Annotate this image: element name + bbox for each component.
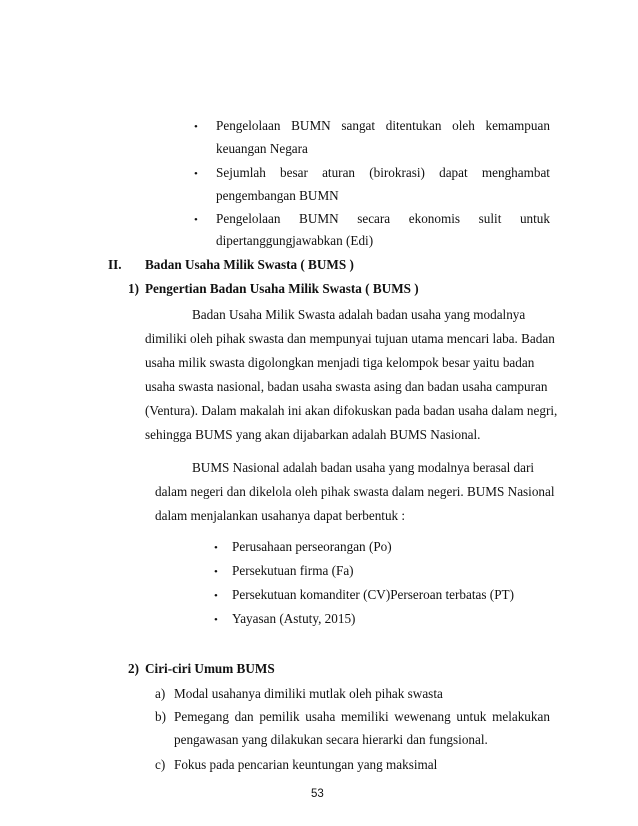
characteristic-text-line-1 <box>174 709 550 725</box>
word: (birokrasi) <box>369 165 425 180</box>
page-number: 53 <box>311 788 324 800</box>
bullet-icon: • <box>194 168 198 180</box>
paragraph-1-line-2: dimiliki oleh pihak swasta dan mempunyai tujuan utama mencari laba. Badan <box>145 331 555 346</box>
word: ekonomis <box>408 211 461 226</box>
bullet-3-line-2: dipertanggungjawabkan (Edi) <box>216 233 374 248</box>
word: usaha <box>305 709 336 724</box>
section-title: Badan Usaha Milik Swasta ( BUMS ) <box>145 257 354 272</box>
word: aturan <box>322 165 356 180</box>
word: sangat <box>341 118 376 133</box>
bullet-1-line-1 <box>216 118 550 134</box>
characteristic-label: c) <box>155 757 166 772</box>
word: untuk <box>519 211 550 226</box>
bullet-1-line-2: keuangan Negara <box>216 141 308 156</box>
word: Pengelolaan <box>216 211 281 226</box>
word: Sejumlah <box>216 165 266 180</box>
word: wewenang <box>394 709 451 724</box>
bullet-3-line-1 <box>216 211 550 227</box>
bullet-icon: • <box>194 214 198 226</box>
characteristic-text-line-2: pengawasan yang dilakukan secara hierarki dan fungsional. <box>174 732 488 747</box>
characteristic-label: b) <box>155 709 166 724</box>
paragraph-1-line-4: usaha swasta nasional, badan usaha swasta asing dan badan usaha campuran <box>145 379 548 394</box>
paragraph-1-line-6: sehingga BUMS yang akan dijabarkan adalah BUMS Nasional. <box>145 427 481 442</box>
bullet-icon: • <box>214 614 218 626</box>
word: Pengelolaan <box>216 118 281 133</box>
word: BUMN <box>291 118 331 133</box>
characteristic-label: a) <box>155 686 166 701</box>
bullet-icon: • <box>194 121 198 133</box>
paragraph-2-line-1: BUMS Nasional adalah badan usaha yang modalnya berasal dari <box>192 460 535 475</box>
form-item: Persekutuan komanditer (CV)Perseroan terbatas (PT) <box>232 587 514 602</box>
subsection-1-title: Pengertian Badan Usaha Milik Swasta ( BUMS ) <box>145 281 419 296</box>
subsection-2-number: 2) <box>128 661 139 676</box>
word: pemilik <box>259 709 300 724</box>
bullet-2-line-1 <box>216 165 550 181</box>
word: melakukan <box>492 709 550 724</box>
form-item: Persekutuan firma (Fa) <box>232 563 354 578</box>
word: kemampuan <box>485 118 550 133</box>
word: oleh <box>452 118 475 133</box>
word: dapat <box>439 165 468 180</box>
section-number: II. <box>108 257 122 272</box>
paragraph-1-line-1: Badan Usaha Milik Swasta adalah badan usaha yang modalnya <box>192 307 526 322</box>
paragraph-1-line-3: usaha milik swasta digolongkan menjadi tiga kelompok besar yaitu badan <box>145 355 535 370</box>
word: sulit <box>478 211 502 226</box>
form-item: Perusahaan perseorangan (Po) <box>232 539 392 554</box>
bullet-icon: • <box>214 542 218 554</box>
form-item: Yayasan (Astuty, 2015) <box>232 611 356 626</box>
word: secara <box>357 211 391 226</box>
word: untuk <box>456 709 487 724</box>
paragraph-1-line-5: (Ventura). Dalam makalah ini akan difokuskan pada badan usaha dalam negri, <box>145 403 558 418</box>
bullet-icon: • <box>214 566 218 578</box>
word: Pemegang <box>174 709 229 724</box>
word: dan <box>234 709 254 724</box>
word: menghambat <box>481 165 550 180</box>
word: memiliki <box>341 709 389 724</box>
word: ditentukan <box>385 118 442 133</box>
subsection-2-title: Ciri-ciri Umum BUMS <box>145 661 275 676</box>
characteristic-text: Modal usahanya dimiliki mutlak oleh pihak swasta <box>174 686 443 701</box>
word: besar <box>280 165 308 180</box>
characteristic-text: Fokus pada pencarian keuntungan yang maksimal <box>174 757 438 772</box>
paragraph-2-line-3: dalam menjalankan usahanya dapat berbentuk : <box>155 508 406 523</box>
bullet-2-line-2: pengembangan BUMN <box>216 188 339 203</box>
word: BUMN <box>299 211 339 226</box>
bullet-icon: • <box>214 590 218 602</box>
subsection-1-number: 1) <box>128 281 139 296</box>
paragraph-2-line-2: dalam negeri dan dikelola oleh pihak swasta dalam negeri. BUMS Nasional <box>155 484 555 499</box>
